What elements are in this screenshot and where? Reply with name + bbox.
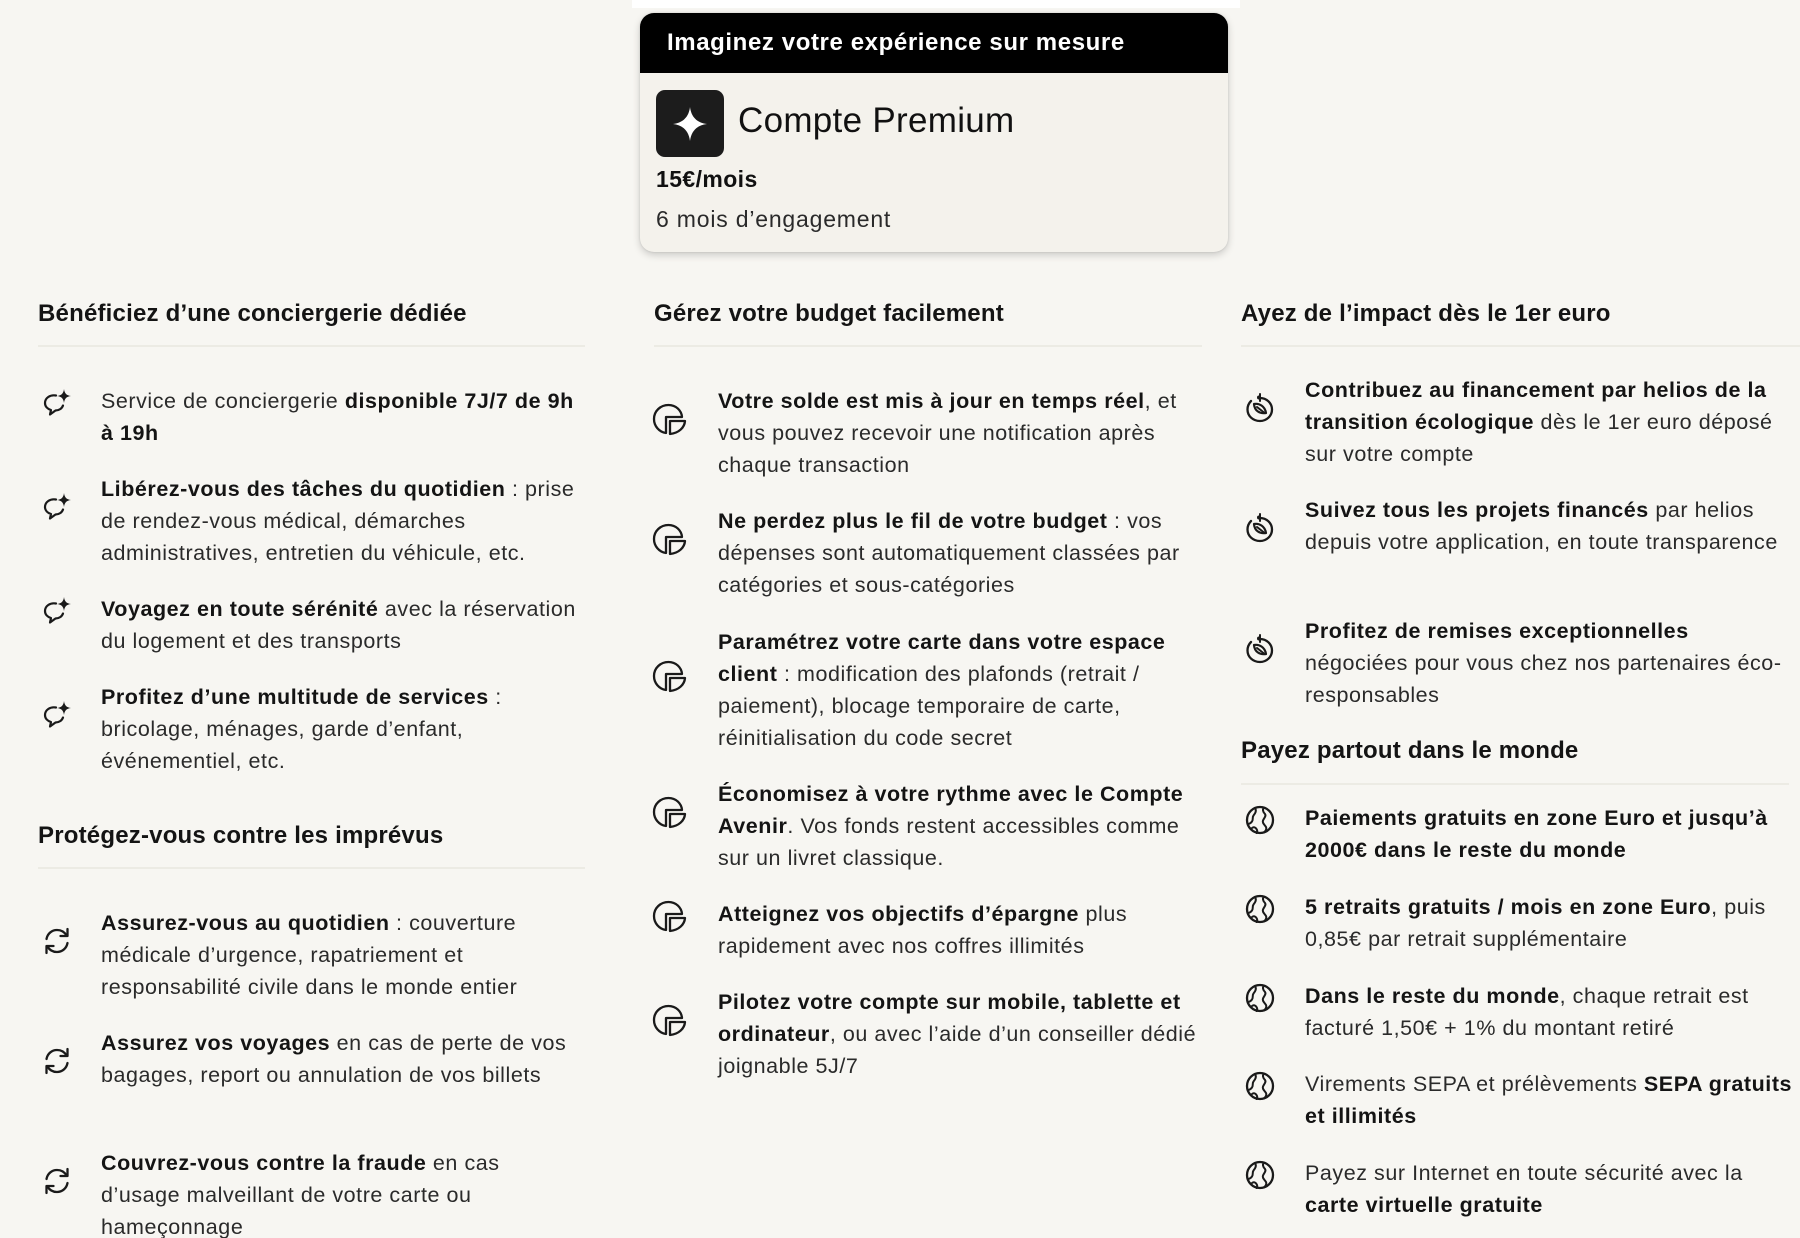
chat-sparkle-icon [40, 698, 74, 732]
item-text-pre: Service de conciergerie [101, 389, 345, 413]
section-title-protection: Protégez-vous contre les imprévus [38, 822, 444, 849]
item-text-bold: Paiements gratuits en zone Euro et jusqu’à 2000€ dans le reste du monde [1305, 806, 1768, 862]
premium-plan-card[interactable] [640, 13, 1228, 252]
item-text-post: dès le 1er euro déposé sur votre compte [1305, 410, 1773, 466]
refresh-icon [40, 924, 74, 958]
list-item-text [101, 1147, 581, 1238]
item-text-bold: Voyagez en toute sérénité [101, 597, 379, 621]
item-text-post: négociées pour vous chez nos partenaires éco-responsables [1305, 651, 1782, 707]
globe-icon [1243, 1069, 1277, 1103]
section-title-conciergerie: Bénéficiez d’une conciergerie dédiée [38, 300, 467, 327]
item-text-bold: Dans le reste du monde [1305, 984, 1560, 1008]
item-text-post: par helios depuis votre application, en toute transparence [1305, 498, 1778, 554]
list-item-text [1305, 615, 1795, 711]
list-item-text [1305, 980, 1795, 1044]
item-text-post: : bricolage, ménages, garde d’enfant, événementiel, etc. [101, 685, 502, 773]
list-item-text [718, 385, 1208, 481]
pie-chart-icon [650, 399, 684, 433]
card-body [640, 73, 1228, 252]
item-text-bold: Atteignez vos objectifs d’épargne [718, 902, 1080, 926]
globe-icon [1243, 1158, 1277, 1192]
list-item-text [718, 898, 1208, 962]
list-item-text [1305, 494, 1795, 558]
list-item-text [1305, 1068, 1795, 1132]
refresh-icon [40, 1044, 74, 1078]
item-text-post: : vos dépenses sont automatiquement classées par catégories et sous-catégories [718, 509, 1180, 597]
item-text-post: : prise de rendez-vous médical, démarches administratives, entretien du véhicule, etc. [101, 477, 575, 565]
globe-icon [1243, 803, 1277, 837]
item-text-post: avec la réservation du logement et des transports [101, 597, 576, 653]
refresh-icon [40, 1164, 74, 1198]
list-item-text [1305, 891, 1795, 955]
item-text-post: , chaque retrait est facturé 1,50€ + 1% du montant retiré [1305, 984, 1749, 1040]
divider [38, 345, 585, 347]
item-text-bold: Paramétrez votre carte dans votre espace client [718, 630, 1166, 686]
item-text-bold: Pilotez votre compte sur mobile, tablette et ordinateur [718, 990, 1181, 1046]
item-text-post: : modification des plafonds (retrait / paiement), blocage temporaire de carte, réinitialisation du code secret [718, 662, 1140, 750]
item-text-post: en cas de perte de vos bagages, report ou annulation de vos billets [101, 1031, 567, 1087]
pie-chart-icon [650, 792, 684, 826]
list-item-text [101, 907, 581, 1003]
item-text-post: en cas d’usage malveillant de votre carte ou hameçonnage [101, 1151, 500, 1238]
list-item-text [1305, 374, 1795, 470]
list-item-text [101, 385, 581, 449]
chat-sparkle-icon [40, 490, 74, 524]
item-text-bold: Suivez tous les projets financés [1305, 498, 1649, 522]
list-item-text [101, 473, 581, 569]
item-text-bold: carte virtuelle gratuite [1305, 1193, 1543, 1217]
pie-chart-icon [650, 519, 684, 553]
section-title-budget: Gérez votre budget facilement [654, 300, 1004, 327]
divider [654, 345, 1202, 347]
pie-chart-icon [650, 896, 684, 930]
item-text-bold: Ne perdez plus le fil de votre budget [718, 509, 1108, 533]
list-item-text [718, 986, 1208, 1082]
eco-leaf-cycle-icon [1243, 511, 1277, 545]
divider [1241, 783, 1789, 785]
item-text-bold: Libérez-vous des tâches du quotidien [101, 477, 506, 501]
item-text-bold: Profitez de remises exceptionnelles [1305, 619, 1689, 643]
item-text-bold: Couvrez-vous contre la fraude [101, 1151, 427, 1175]
list-item-text [718, 626, 1208, 754]
pie-chart-icon [650, 1000, 684, 1034]
item-text-post: plus rapidement avec nos coffres illimités [718, 902, 1128, 958]
list-item-text [101, 681, 581, 777]
item-text-bold: Économisez à votre rythme avec le Compte Avenir [718, 782, 1184, 838]
section-title-world: Payez partout dans le monde [1241, 737, 1579, 764]
section-title-impact: Ayez de l’impact dès le 1er euro [1241, 300, 1611, 327]
pie-chart-icon [650, 656, 684, 690]
eco-leaf-cycle-icon [1243, 632, 1277, 666]
item-text-bold: 5 retraits gratuits / mois en zone Euro [1305, 895, 1712, 919]
item-text-bold: Assurez-vous au quotidien [101, 911, 390, 935]
item-text-post: , et vous pouvez recevoir une notification après chaque transaction [718, 389, 1177, 477]
card-header: Imaginez votre expérience sur mesure [640, 13, 1228, 73]
item-text-bold: disponible 7J/7 de 9h à 19h [101, 389, 574, 445]
top-strip [632, 0, 1240, 8]
list-item-text [718, 505, 1208, 601]
item-text-bold: Assurez vos voyages [101, 1031, 331, 1055]
list-item-text [101, 1027, 581, 1091]
plan-price: 15€/mois [656, 166, 758, 192]
globe-icon [1243, 981, 1277, 1015]
plan-commitment: 6 mois d’engagement [656, 206, 892, 232]
list-item-text [1305, 1157, 1795, 1221]
list-item-text [718, 778, 1208, 874]
chat-sparkle-icon [40, 386, 74, 420]
divider [1241, 345, 1800, 347]
sparkle-icon [656, 90, 724, 157]
item-text-post: . Vos fonds restent accessibles comme sur un livret classique. [718, 814, 1180, 870]
item-text-bold: Profitez d’une multitude de services [101, 685, 489, 709]
list-item-text [1305, 802, 1795, 866]
item-text-bold: Votre solde est mis à jour en temps réel [718, 389, 1145, 413]
item-text-bold: Contribuez au financement par helios de la transition écologique [1305, 378, 1767, 434]
item-text-post: : couverture médicale d’urgence, rapatriement et responsabilité civile dans le monde entier [101, 911, 518, 999]
item-text-bold: SEPA gratuits et illimités [1305, 1072, 1793, 1128]
item-text-pre: Virements SEPA et prélèvements [1305, 1072, 1644, 1096]
chat-sparkle-icon [40, 594, 74, 628]
item-text-post: , ou avec l’aide d’un conseiller dédié joignable 5J/7 [718, 1022, 1197, 1078]
eco-leaf-cycle-icon [1243, 391, 1277, 425]
item-text-pre: Payez sur Internet en toute sécurité avec la [1305, 1161, 1743, 1185]
item-text-post: , puis 0,85€ par retrait supplémentaire [1305, 895, 1766, 951]
list-item-text [101, 593, 581, 657]
plan-name: Compte Premium [738, 101, 1015, 140]
divider [38, 867, 585, 869]
globe-icon [1243, 892, 1277, 926]
